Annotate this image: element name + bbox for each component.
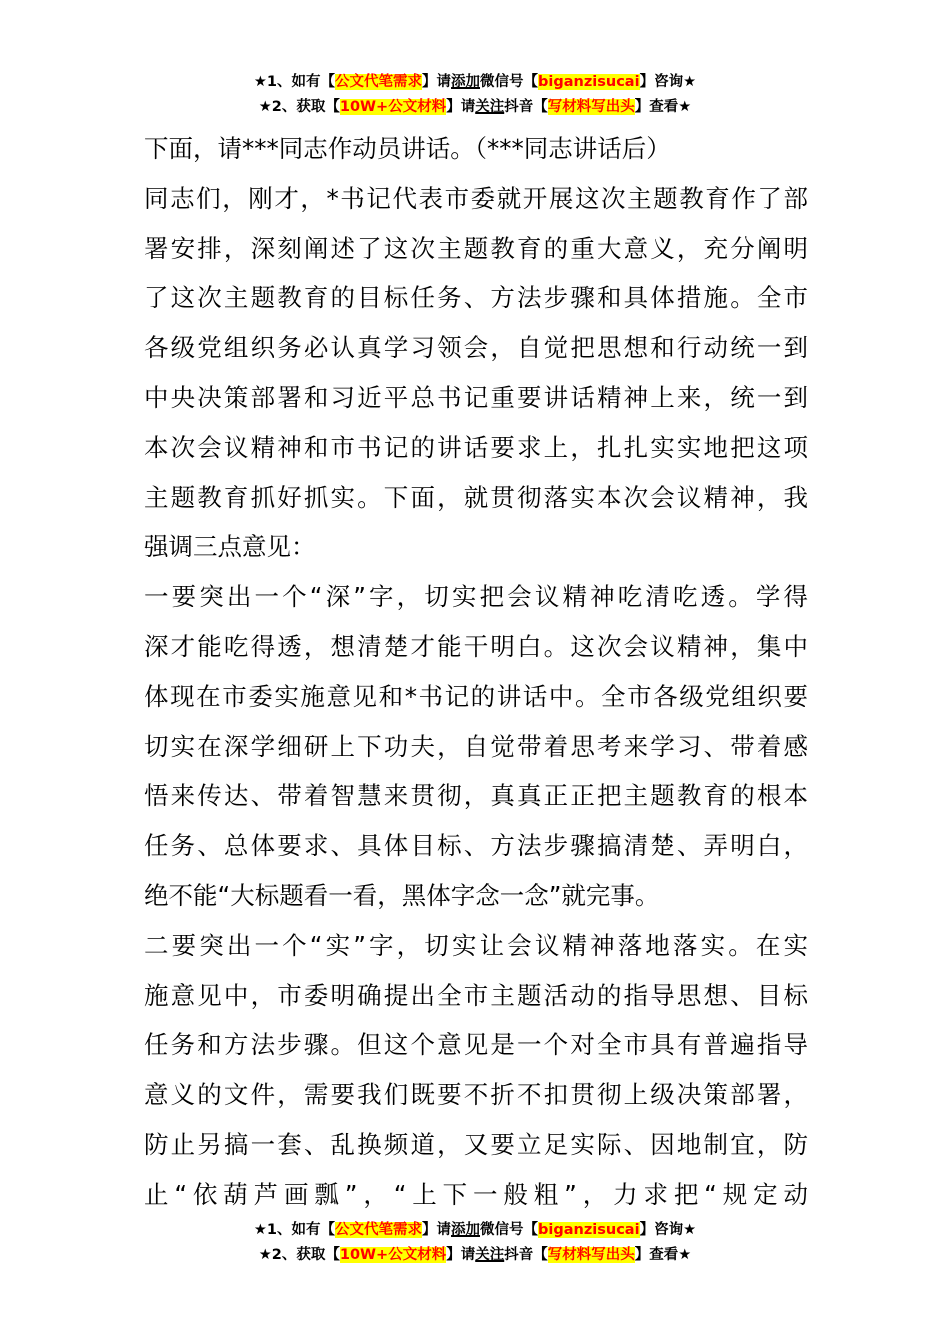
banner-text: 】查看★ <box>634 1247 692 1263</box>
body-line: 任务和方法步骤。但这个意见是一个对全市具有普遍指导 <box>144 1030 808 1060</box>
underlined-word: 关注 <box>475 99 505 115</box>
body-line: 中央决策部署和习近平总书记重要讲话精神上来，统一到 <box>144 382 808 412</box>
highlight-wechat-id: biganzisucai <box>538 1222 640 1238</box>
banner-line-1 <box>0 70 950 95</box>
body-line: 体现在市委实施意见和*书记的讲话中。全市各级党组织要 <box>144 681 808 711</box>
banner-line-2 <box>0 95 950 120</box>
banner-text: 微信号【 <box>480 74 539 90</box>
banner-text: 】咨询★ <box>639 1222 697 1238</box>
body-line: 意义的文件，需要我们既要不折不扣贯彻上级决策部署， <box>144 1080 808 1110</box>
underlined-word: 添加 <box>451 1222 481 1238</box>
banner-text: 】咨询★ <box>639 74 697 90</box>
body-line: 防止另搞一套、乱换频道，又要立足实际、因地制宜，防 <box>144 1129 808 1159</box>
body-line: 主题教育抓好抓实。下面，就贯彻落实本次会议精神，我 <box>144 482 808 512</box>
banner-text: ★1、如有【 <box>253 1222 336 1238</box>
body-line: 同志们，刚才，*书记代表市委就开展这次主题教育作了部 <box>144 183 808 213</box>
header-banner <box>0 70 950 120</box>
highlight-materials: 10W+公文材料 <box>339 1247 447 1263</box>
body-line: 各级党组织务必认真学习领会，自觉把思想和行动统一到 <box>144 333 808 363</box>
highlight-service: 公文代笔需求 <box>335 1222 423 1238</box>
banner-line-1 <box>0 1218 950 1243</box>
banner-text: 】请 <box>446 99 476 115</box>
body-line: 二要突出一个“实”字，切实让会议精神落地落实。在实 <box>144 930 808 960</box>
body-line: 切实在深学细研上下功夫，自觉带着思考来学习、带着感 <box>144 731 808 761</box>
banner-text: ★2、获取【 <box>258 1247 340 1263</box>
banner-text: 微信号【 <box>480 1222 539 1238</box>
banner-text: 】请 <box>422 1222 452 1238</box>
banner-text: 】请 <box>446 1247 476 1263</box>
body-line: 本次会议精神和市书记的讲话要求上，扎扎实实地把这项 <box>144 432 808 462</box>
highlight-service: 公文代笔需求 <box>335 74 423 90</box>
body-line: 绝不能“大标题看一看，黑体字念一念”就完事。 <box>144 880 660 910</box>
banner-text: 抖音【 <box>504 1247 548 1263</box>
body-line: 署安排，深刻阐述了这次主题教育的重大意义，充分阐明 <box>144 233 808 263</box>
banner-line-2 <box>0 1243 950 1268</box>
body-line: 任务、总体要求、具体目标、方法步骤搞清楚、弄明白， <box>144 831 808 861</box>
banner-text: ★2、获取【 <box>258 99 340 115</box>
body-line: 悟来传达、带着智慧来贯彻，真真正正把主题教育的根本 <box>144 781 808 811</box>
body-line: 下面，请***同志作动员讲话。（***同志讲话后） <box>144 134 671 163</box>
underlined-word: 关注 <box>475 1247 505 1263</box>
body-line: 止“依葫芦画瓢”，“上下一般粗”，力求把“规定动 <box>144 1179 808 1209</box>
highlight-wechat-id: biganzisucai <box>538 74 640 90</box>
body-line: 深才能吃得透，想清楚才能干明白。这次会议精神，集中 <box>144 631 808 661</box>
underlined-word: 添加 <box>451 74 481 90</box>
body-line: 一要突出一个“深”字，切实把会议精神吃清吃透。学得 <box>144 582 808 612</box>
body-line: 了这次主题教育的目标任务、方法步骤和具体措施。全市 <box>144 283 808 313</box>
banner-text: 】查看★ <box>634 99 692 115</box>
highlight-douyin-account: 写材料写出头 <box>547 1247 635 1263</box>
body-line: 施意见中，市委明确提出全市主题活动的指导思想、目标 <box>144 980 808 1010</box>
banner-text: 】请 <box>422 74 452 90</box>
highlight-materials: 10W+公文材料 <box>339 99 447 115</box>
footer-banner <box>0 1218 950 1268</box>
banner-text: 抖音【 <box>504 99 548 115</box>
speech-body <box>144 124 808 1220</box>
banner-text: ★1、如有【 <box>253 74 336 90</box>
highlight-douyin-account: 写材料写出头 <box>547 99 635 115</box>
body-line: 强调三点意见： <box>144 532 316 562</box>
